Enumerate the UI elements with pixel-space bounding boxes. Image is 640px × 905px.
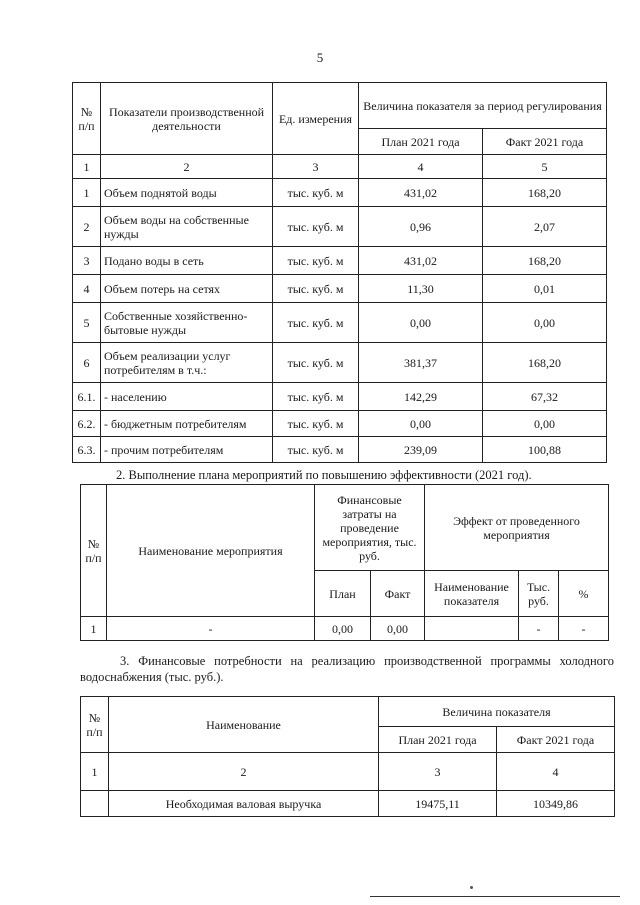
col-number: 4 <box>359 155 483 179</box>
row-num: 1 <box>81 617 107 641</box>
section-2-title: 2. Выполнение плана мероприятий по повышению эффективности (2021 год). <box>116 468 532 482</box>
row-num <box>81 791 109 817</box>
row-name: Объем потерь на сетях <box>101 275 273 303</box>
header-plan: План 2021 года <box>379 727 497 753</box>
row-fact: 168,20 <box>483 247 607 275</box>
row-percent: - <box>559 617 609 641</box>
header-name: Наименование <box>109 697 379 753</box>
header-unit: Ед. измерения <box>273 83 359 155</box>
header-indicator-name: Наименование показателя <box>425 571 519 617</box>
row-plan: 142,29 <box>359 383 483 411</box>
row-indicator-name <box>425 617 519 641</box>
col-number: 1 <box>81 753 109 791</box>
row-fact: 168,20 <box>483 343 607 383</box>
header-num: № п/п <box>81 697 109 753</box>
row-plan: 19475,11 <box>379 791 497 817</box>
row-name: Необходимая валовая выручка <box>109 791 379 817</box>
row-plan: 0,96 <box>359 207 483 247</box>
row-num: 3 <box>73 247 101 275</box>
row-num: 6 <box>73 343 101 383</box>
production-indicators-table <box>72 82 607 463</box>
col-number: 5 <box>483 155 607 179</box>
row-num: 4 <box>73 275 101 303</box>
row-plan: 239,09 <box>359 437 483 463</box>
row-name: Объем реализации услуг потребителям в т.ч.: <box>101 343 273 383</box>
table-row <box>73 275 607 303</box>
row-fact: 0,01 <box>483 275 607 303</box>
row-unit: тыс. куб. м <box>273 383 359 411</box>
row-unit: тыс. куб. м <box>273 207 359 247</box>
col-number: 1 <box>73 155 101 179</box>
header-fact: Факт <box>371 571 425 617</box>
row-fact: 100,88 <box>483 437 607 463</box>
row-fact: 0,00 <box>371 617 425 641</box>
row-plan: 0,00 <box>359 303 483 343</box>
row-unit: тыс. куб. м <box>273 343 359 383</box>
row-unit: тыс. куб. м <box>273 437 359 463</box>
col-number: 4 <box>497 753 615 791</box>
row-fact: 2,07 <box>483 207 607 247</box>
col-number: 2 <box>109 753 379 791</box>
row-num: 6.2. <box>73 411 101 437</box>
row-unit: тыс. куб. м <box>273 411 359 437</box>
header-effect: Эффект от проведенного мероприятия <box>425 485 609 571</box>
header-num: № п/п <box>81 485 107 617</box>
row-unit: тыс. куб. м <box>273 303 359 343</box>
row-num: 6.3. <box>73 437 101 463</box>
table-row <box>73 343 607 383</box>
row-unit: тыс. куб. м <box>273 275 359 303</box>
footer-line <box>370 896 620 897</box>
header-fact: Факт 2021 года <box>483 129 607 155</box>
header-fact: Факт 2021 года <box>497 727 615 753</box>
row-num: 5 <box>73 303 101 343</box>
efficiency-measures-table <box>80 484 609 641</box>
table-row <box>81 617 609 641</box>
scan-artifact <box>470 886 473 889</box>
financial-needs-table <box>80 696 615 817</box>
row-num: 1 <box>73 179 101 207</box>
row-fact: 10349,86 <box>497 791 615 817</box>
row-name: Объем поднятой воды <box>101 179 273 207</box>
row-plan: 0,00 <box>359 411 483 437</box>
row-num: 6.1. <box>73 383 101 411</box>
table-row <box>73 179 607 207</box>
table-row <box>81 791 615 817</box>
row-plan: 11,30 <box>359 275 483 303</box>
table-row <box>73 383 607 411</box>
header-plan: План <box>315 571 371 617</box>
table-row <box>73 207 607 247</box>
row-plan: 431,02 <box>359 247 483 275</box>
col-number: 3 <box>273 155 359 179</box>
row-fact: 168,20 <box>483 179 607 207</box>
header-name: Наименование мероприятия <box>107 485 315 617</box>
row-name: - прочим потребителям <box>101 437 273 463</box>
header-value-group: Величина показателя за период регулирования <box>359 83 607 129</box>
row-name: - населению <box>101 383 273 411</box>
header-indicator: Показатели производственной деятельности <box>101 83 273 155</box>
row-unit: тыс. куб. м <box>273 247 359 275</box>
row-num: 2 <box>73 207 101 247</box>
header-plan: План 2021 года <box>359 129 483 155</box>
row-thousand-rub: - <box>519 617 559 641</box>
row-unit: тыс. куб. м <box>273 179 359 207</box>
col-number: 2 <box>101 155 273 179</box>
page-number: 5 <box>316 50 324 65</box>
row-plan: 0,00 <box>315 617 371 641</box>
row-plan: 381,37 <box>359 343 483 383</box>
row-name: - бюджетным потребителям <box>101 411 273 437</box>
table-row <box>73 247 607 275</box>
row-name: Подано воды в сеть <box>101 247 273 275</box>
row-plan: 431,02 <box>359 179 483 207</box>
row-name: - <box>107 617 315 641</box>
row-fact: 67,32 <box>483 383 607 411</box>
row-fact: 0,00 <box>483 303 607 343</box>
row-name: Объем воды на собственные нужды <box>101 207 273 247</box>
row-name: Собственные хозяйственно-бытовые нужды <box>101 303 273 343</box>
table-row <box>73 437 607 463</box>
header-num: № п/п <box>73 83 101 155</box>
header-percent: % <box>559 571 609 617</box>
section-3-title: 3. Финансовые потребности на реализацию производственной программы холодного водоснабжения (тыс. руб.). <box>80 654 614 684</box>
header-value-group: Величина показателя <box>379 697 615 727</box>
col-number: 3 <box>379 753 497 791</box>
table-row <box>73 411 607 437</box>
row-fact: 0,00 <box>483 411 607 437</box>
table-row <box>73 303 607 343</box>
header-thousand-rub: Тыс. руб. <box>519 571 559 617</box>
header-costs: Финансовые затраты на проведение мероприятия, тыс. руб. <box>315 485 425 571</box>
